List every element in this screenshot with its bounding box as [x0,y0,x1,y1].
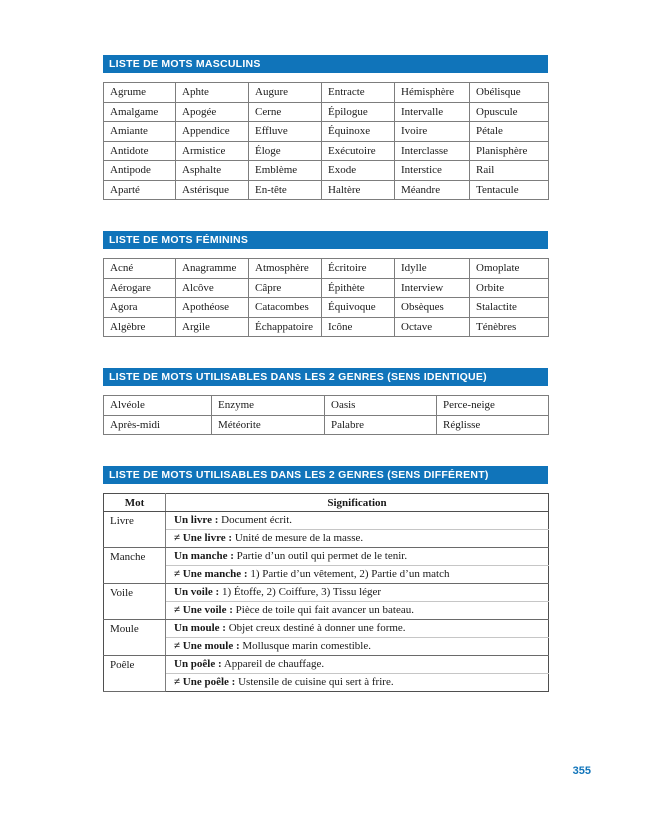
definition-text: 1) Étoffe, 2) Coiffure, 3) Tissu léger [219,586,382,598]
word-cell: Antidote [104,141,176,161]
definition-term: Un voile : [174,586,220,598]
definition-line [166,512,549,530]
table-row [104,161,549,181]
word-cell: Alvéole [104,396,212,416]
word-cell: Enzyme [212,396,325,416]
section-title-feminins: LISTE DE MOTS FÉMININS [103,231,548,249]
page-content [103,55,548,723]
table-row [104,396,549,416]
word-cell: Atmosphère [249,259,322,279]
word-cell: Interview [395,278,470,298]
definition-line [166,656,549,674]
word-cell: Exécutoire [322,141,395,161]
word-cell: Hémisphère [395,83,470,103]
definition-term: ≠ Une livre : [174,532,233,544]
definition-term: ≠ Une poêle : [174,676,236,688]
table-row [104,259,549,279]
table-row [104,298,549,318]
word-cell: Obélisque [470,83,549,103]
word-cell: Haltère [322,180,395,200]
word-cell: Entracte [322,83,395,103]
word-cell: Obsèques [395,298,470,318]
word-cell: Éloge [249,141,322,161]
word-cell: Palabre [325,415,437,435]
word-cell: Catacombes [249,298,322,318]
word-cell: Alcôve [176,278,249,298]
definition-text: Ustensile de cuisine qui sert à frire. [235,676,394,688]
word-cell: Épithète [322,278,395,298]
definition-line [166,638,549,656]
table-row [104,674,549,692]
table-row [104,83,549,103]
definition-text: 1) Partie d’un vêtement, 2) Partie d’un match [247,568,450,580]
table-row [104,122,549,142]
table-row [104,180,549,200]
column-header-signification: Signification [166,494,549,512]
section-feminins [103,231,548,337]
word-cell: Emblème [249,161,322,181]
word-cell: Planisphère [470,141,549,161]
word-cell: Épilogue [322,102,395,122]
section-title-different: LISTE DE MOTS UTILISABLES DANS LES 2 GENRES (SENS DIFFÉRENT) [103,466,548,484]
mot-cell: Moule [104,620,166,656]
definition-line [166,620,549,638]
word-cell: Opuscule [470,102,549,122]
word-cell: Apogée [176,102,249,122]
table-row [104,620,549,638]
word-cell: Apothéose [176,298,249,318]
table-row [104,566,549,584]
word-cell: Agora [104,298,176,318]
word-cell: Octave [395,317,470,337]
definition-line [166,584,549,602]
word-cell: Augure [249,83,322,103]
word-cell: Ténèbres [470,317,549,337]
word-cell: Méandre [395,180,470,200]
word-cell: Argile [176,317,249,337]
section-title-masculins: LISTE DE MOTS MASCULINS [103,55,548,73]
word-cell: Échappatoire [249,317,322,337]
word-cell: Oasis [325,396,437,416]
table-row [104,584,549,602]
definition-line [166,530,549,548]
word-cell: Aparté [104,180,176,200]
word-cell: Intervalle [395,102,470,122]
identique-table [103,395,549,435]
word-cell: Agrume [104,83,176,103]
word-cell: Effluve [249,122,322,142]
word-cell: Réglisse [437,415,549,435]
section-different [103,466,548,692]
definition-term: Un poêle : [174,658,222,670]
mot-cell: Manche [104,548,166,584]
masculins-table [103,82,549,200]
word-cell: Équinoxe [322,122,395,142]
table-row [104,278,549,298]
definition-term: ≠ Une manche : [174,568,248,580]
definition-line [166,548,549,566]
definition-line [166,602,549,620]
definition-text: Appareil de chauffage. [221,658,325,670]
section-title-identique: LISTE DE MOTS UTILISABLES DANS LES 2 GENRES (SENS IDENTIQUE) [103,368,548,386]
definition-term: ≠ Une moule : [174,640,240,652]
table-row [104,656,549,674]
definition-term: Un manche : [174,550,234,562]
word-cell: Orbite [470,278,549,298]
table-row [104,602,549,620]
word-cell: Stalactite [470,298,549,318]
definition-text: Document écrit. [218,514,293,526]
table-row [104,415,549,435]
table-row [104,141,549,161]
definition-line [166,566,549,584]
table-row [104,530,549,548]
word-cell: En-tête [249,180,322,200]
definition-text: Partie d’un outil qui permet de le tenir. [233,550,408,562]
word-cell: Écritoire [322,259,395,279]
page-number: 355 [572,765,591,777]
word-cell: Cerne [249,102,322,122]
mot-cell: Voile [104,584,166,620]
word-cell: Ivoire [395,122,470,142]
word-cell: Algèbre [104,317,176,337]
word-cell: Icône [322,317,395,337]
word-cell: Aphte [176,83,249,103]
table-row [104,638,549,656]
column-header-mot: Mot [104,494,166,512]
word-cell: Armistice [176,141,249,161]
section-identique [103,368,548,435]
table-row [104,512,549,530]
table-row [104,548,549,566]
word-cell: Pétale [470,122,549,142]
word-cell: Amiante [104,122,176,142]
word-cell: Câpre [249,278,322,298]
definition-text: Unité de mesure de la masse. [232,532,364,544]
word-cell: Idylle [395,259,470,279]
word-cell: Interstice [395,161,470,181]
word-cell: Appendice [176,122,249,142]
word-cell: Antipode [104,161,176,181]
mot-cell: Poêle [104,656,166,692]
word-cell: Après-midi [104,415,212,435]
word-cell: Perce-neige [437,396,549,416]
table-row [104,102,549,122]
word-cell: Amalgame [104,102,176,122]
definition-text: Pièce de toile qui fait avancer un bateau. [232,604,415,616]
word-cell: Équivoque [322,298,395,318]
table-header-row [104,494,549,512]
word-cell: Tentacule [470,180,549,200]
definition-term: ≠ Une voile : [174,604,233,616]
definition-text: Mollusque marin comestible. [239,640,371,652]
word-cell: Anagramme [176,259,249,279]
feminins-table [103,258,549,337]
word-cell: Asphalte [176,161,249,181]
word-cell: Rail [470,161,549,181]
section-masculins [103,55,548,200]
word-cell: Acné [104,259,176,279]
definition-term: Un livre : [174,514,219,526]
different-table [103,493,549,692]
word-cell: Aérogare [104,278,176,298]
definition-term: Un moule : [174,622,226,634]
word-cell: Astérisque [176,180,249,200]
mot-cell: Livre [104,512,166,548]
definition-line [166,674,549,692]
definition-text: Objet creux destiné à donner une forme. [225,622,406,634]
word-cell: Interclasse [395,141,470,161]
word-cell: Météorite [212,415,325,435]
table-row [104,317,549,337]
word-cell: Exode [322,161,395,181]
word-cell: Omoplate [470,259,549,279]
